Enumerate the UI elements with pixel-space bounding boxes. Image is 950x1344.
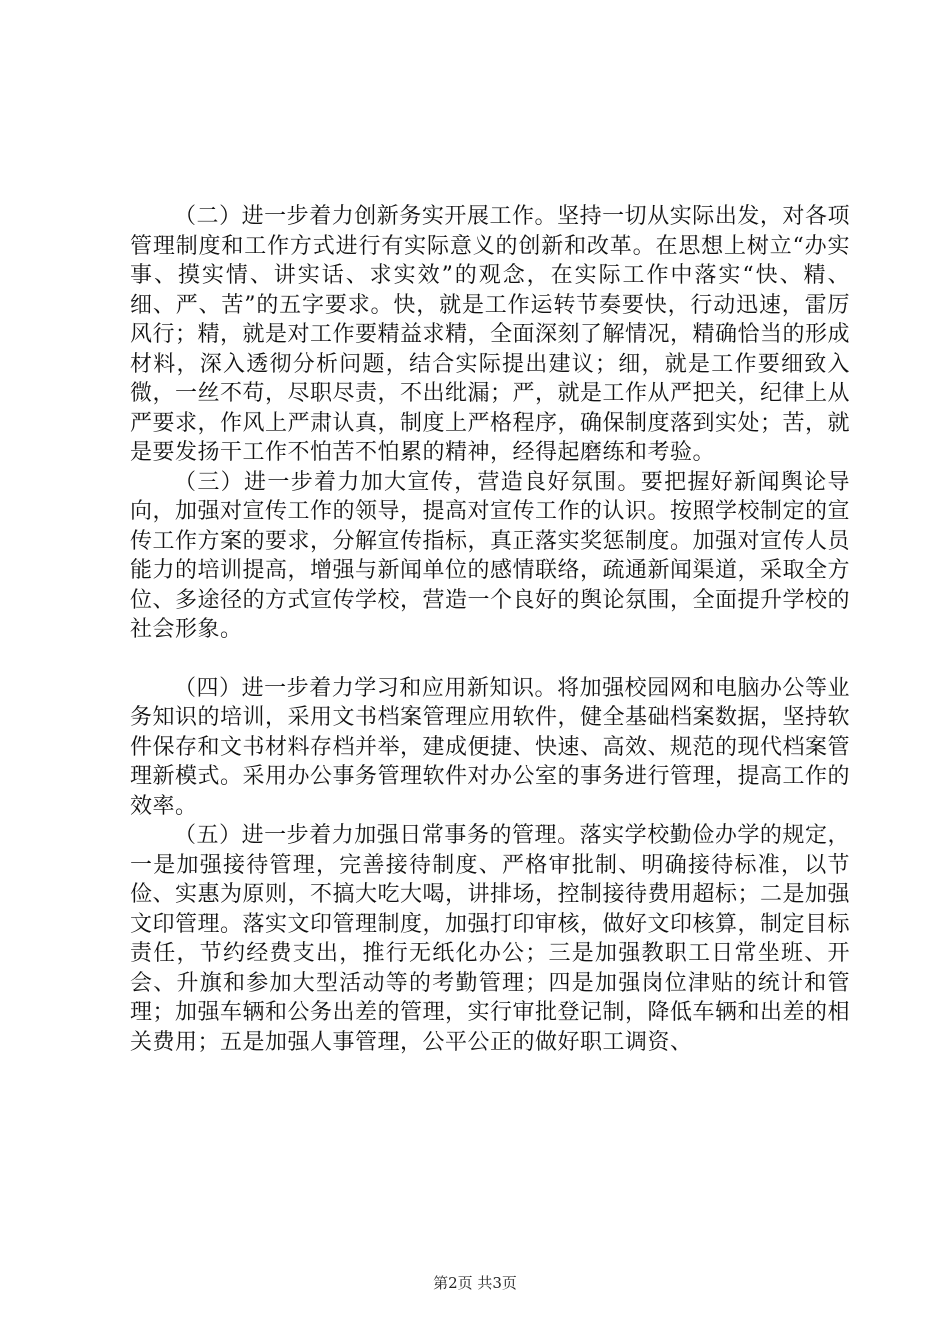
paragraph-4: （四）进一步着力学习和应用新知识。将加强校园网和电脑办公等业务知识的培训，采用文书档案管理应用软件，健全基础档案数据，坚持软件保存和文书材料存档并举，建成便捷、快速、高效、规范的现代档案管理新模式。采用办公事务管理软件对办公室的事务进行管理，提高工作的效率。 [130, 675, 851, 819]
paragraph-5: （五）进一步着力加强日常事务的管理。落实学校勤俭办学的规定，一是加强接待管理，完善接待制度、严格审批制、明确接待标准，以节俭、实惠为原则，不搞大吃大喝，讲排场，控制接待费用超标；二是加强文印管理。落实文印管理制度，加强打印审核，做好文印核算，制定目标责任，节约经费支出，推行无纸化办公；三是加强教职工日常坐班、开会、升旗和参加大型活动等的考勤管理；四是加强岗位津贴的统计和管理；加强车辆和公务出差的管理，实行审批登记制，降低车辆和出差的相关费用；五是加强人事管理，公平公正的做好职工调资、 [130, 823, 851, 1055]
document-body [130, 202, 850, 1057]
page-number-footer: 第2页 共3页 [433, 1274, 517, 1292]
paragraph-3: （三）进一步着力加大宣传，营造良好氛围。要把握好新闻舆论导向，加强对宣传工作的领导，提高对宣传工作的认识。按照学校制定的宣传工作方案的要求，分解宣传指标，真正落实奖惩制度。加强对宣传人员能力的培训提高，增强与新闻单位的感情联络，疏通新闻渠道，采取全方位、多途径的方式宣传学校，营造一个良好的舆论氛围，全面提升学校的社会形象。 [130, 469, 851, 642]
paragraph-2: （二）进一步着力创新务实开展工作。坚持一切从实际出发，对各项管理制度和工作方式进行有实际意义的创新和改革。在思想上树立“办实事、摸实情、讲实话、求实效”的观念，在实际工作中落实“快、精、细、严、苦”的五字要求。快，就是工作运转节奏要快，行动迅速，雷厉风行；精，就是对工作要精益求精，全面深刻了解情况，精确恰当的形成材料，深入透彻分析问题，结合实际提出建议；细，就是工作要细致入微，一丝不苟，尽职尽责，不出纰漏；严，就是工作从严把关，纪律上从严要求，作风上严肃认真，制度上严格程序，确保制度落到实处；苦，就是要发扬干工作不怕苦不怕累的精神，经得起磨练和考验。 [130, 204, 851, 465]
